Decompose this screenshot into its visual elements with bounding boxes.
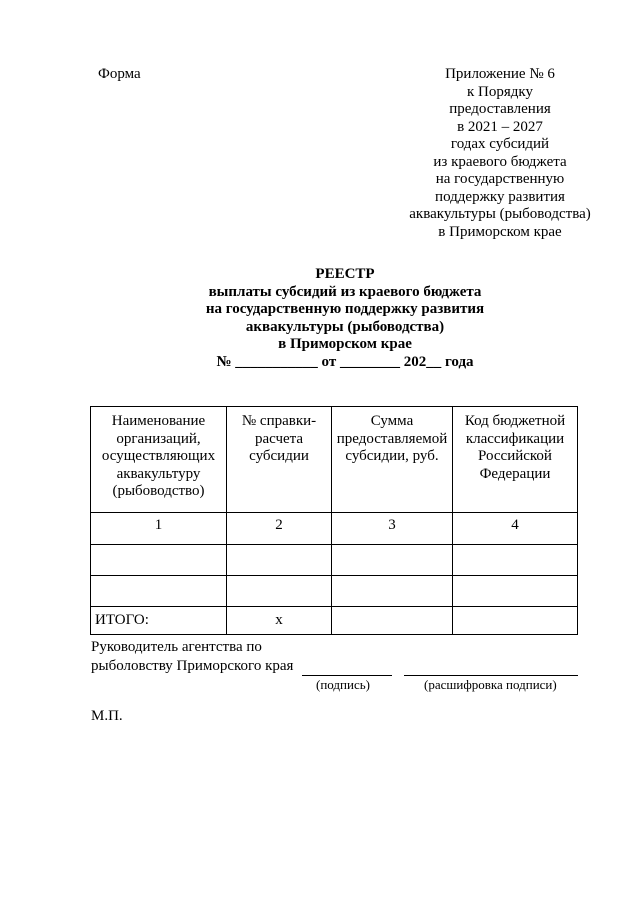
header-organization-name: Наименование организаций, осуществляющих аквакультуру (рыбоводство)	[91, 407, 227, 513]
signature-position-line1: Руководитель агентства по	[91, 639, 262, 655]
appendix-line: годах субсидий	[450, 136, 550, 152]
column-number: 4	[453, 513, 578, 545]
column-number-row	[91, 513, 578, 545]
table-cell	[91, 545, 227, 576]
table-cell	[332, 576, 453, 607]
signature-decoding-line	[404, 675, 578, 676]
appendix-line: из краевого бюджета	[433, 153, 567, 170]
table-cell	[91, 576, 227, 607]
appendix-line: поддержку развития	[435, 188, 565, 205]
header-certificate-number: № справки-расчета субсидии	[227, 407, 332, 513]
appendix-line: предоставления	[449, 101, 551, 117]
column-number: 1	[91, 513, 227, 545]
table-header-row	[91, 407, 578, 513]
total-label: ИТОГО:	[91, 607, 227, 635]
signature-decoding-caption: (расшифровка подписи)	[424, 677, 557, 692]
signature-caption: (подпись)	[316, 677, 370, 692]
header-subsidy-amount: Сумма предоставляемой субсидии, руб.	[332, 407, 453, 513]
table-cell	[227, 576, 332, 607]
title-line: на государственную поддержку развития	[205, 301, 485, 318]
title-line: выплаты субсидий из краевого бюджета	[208, 283, 482, 300]
total-amount-cell	[332, 607, 453, 635]
signature-block	[91, 638, 293, 676]
title-line: аквакультуры (рыбоводства)	[245, 318, 445, 335]
registry-table	[90, 406, 578, 635]
column-number: 2	[227, 513, 332, 545]
appendix-line: аквакультуры (рыбоводства)	[409, 206, 591, 222]
header-budget-code: Код бюджетной классификации Российской Федерации	[453, 407, 578, 513]
table-row	[91, 576, 578, 607]
stamp-place-label: М.П.	[91, 708, 123, 724]
registry-title	[150, 266, 540, 372]
appendix-line: на государственную	[435, 171, 565, 187]
total-certificate-cell: х	[227, 607, 332, 635]
appendix-block	[395, 66, 605, 241]
title-number-date-line: № ___________ от ________ 202__ года	[216, 353, 474, 370]
appendix-line: в 2021 – 2027	[457, 118, 543, 135]
table-row	[91, 545, 578, 576]
title-line: РЕЕСТР	[315, 266, 375, 282]
appendix-line: в Приморском крае	[438, 223, 562, 240]
total-code-cell	[453, 607, 578, 635]
signature-position-line2: рыболовству Приморского края	[91, 658, 294, 674]
total-row	[91, 607, 578, 635]
appendix-line: к Порядку	[467, 83, 533, 100]
title-line: в Приморском крае	[278, 336, 412, 353]
appendix-line: Приложение № 6	[445, 66, 555, 82]
signature-line	[302, 675, 392, 676]
table-cell	[227, 545, 332, 576]
column-number: 3	[332, 513, 453, 545]
table-cell	[332, 545, 453, 576]
table-cell	[453, 576, 578, 607]
form-label: Форма	[98, 66, 141, 82]
table-cell	[453, 545, 578, 576]
